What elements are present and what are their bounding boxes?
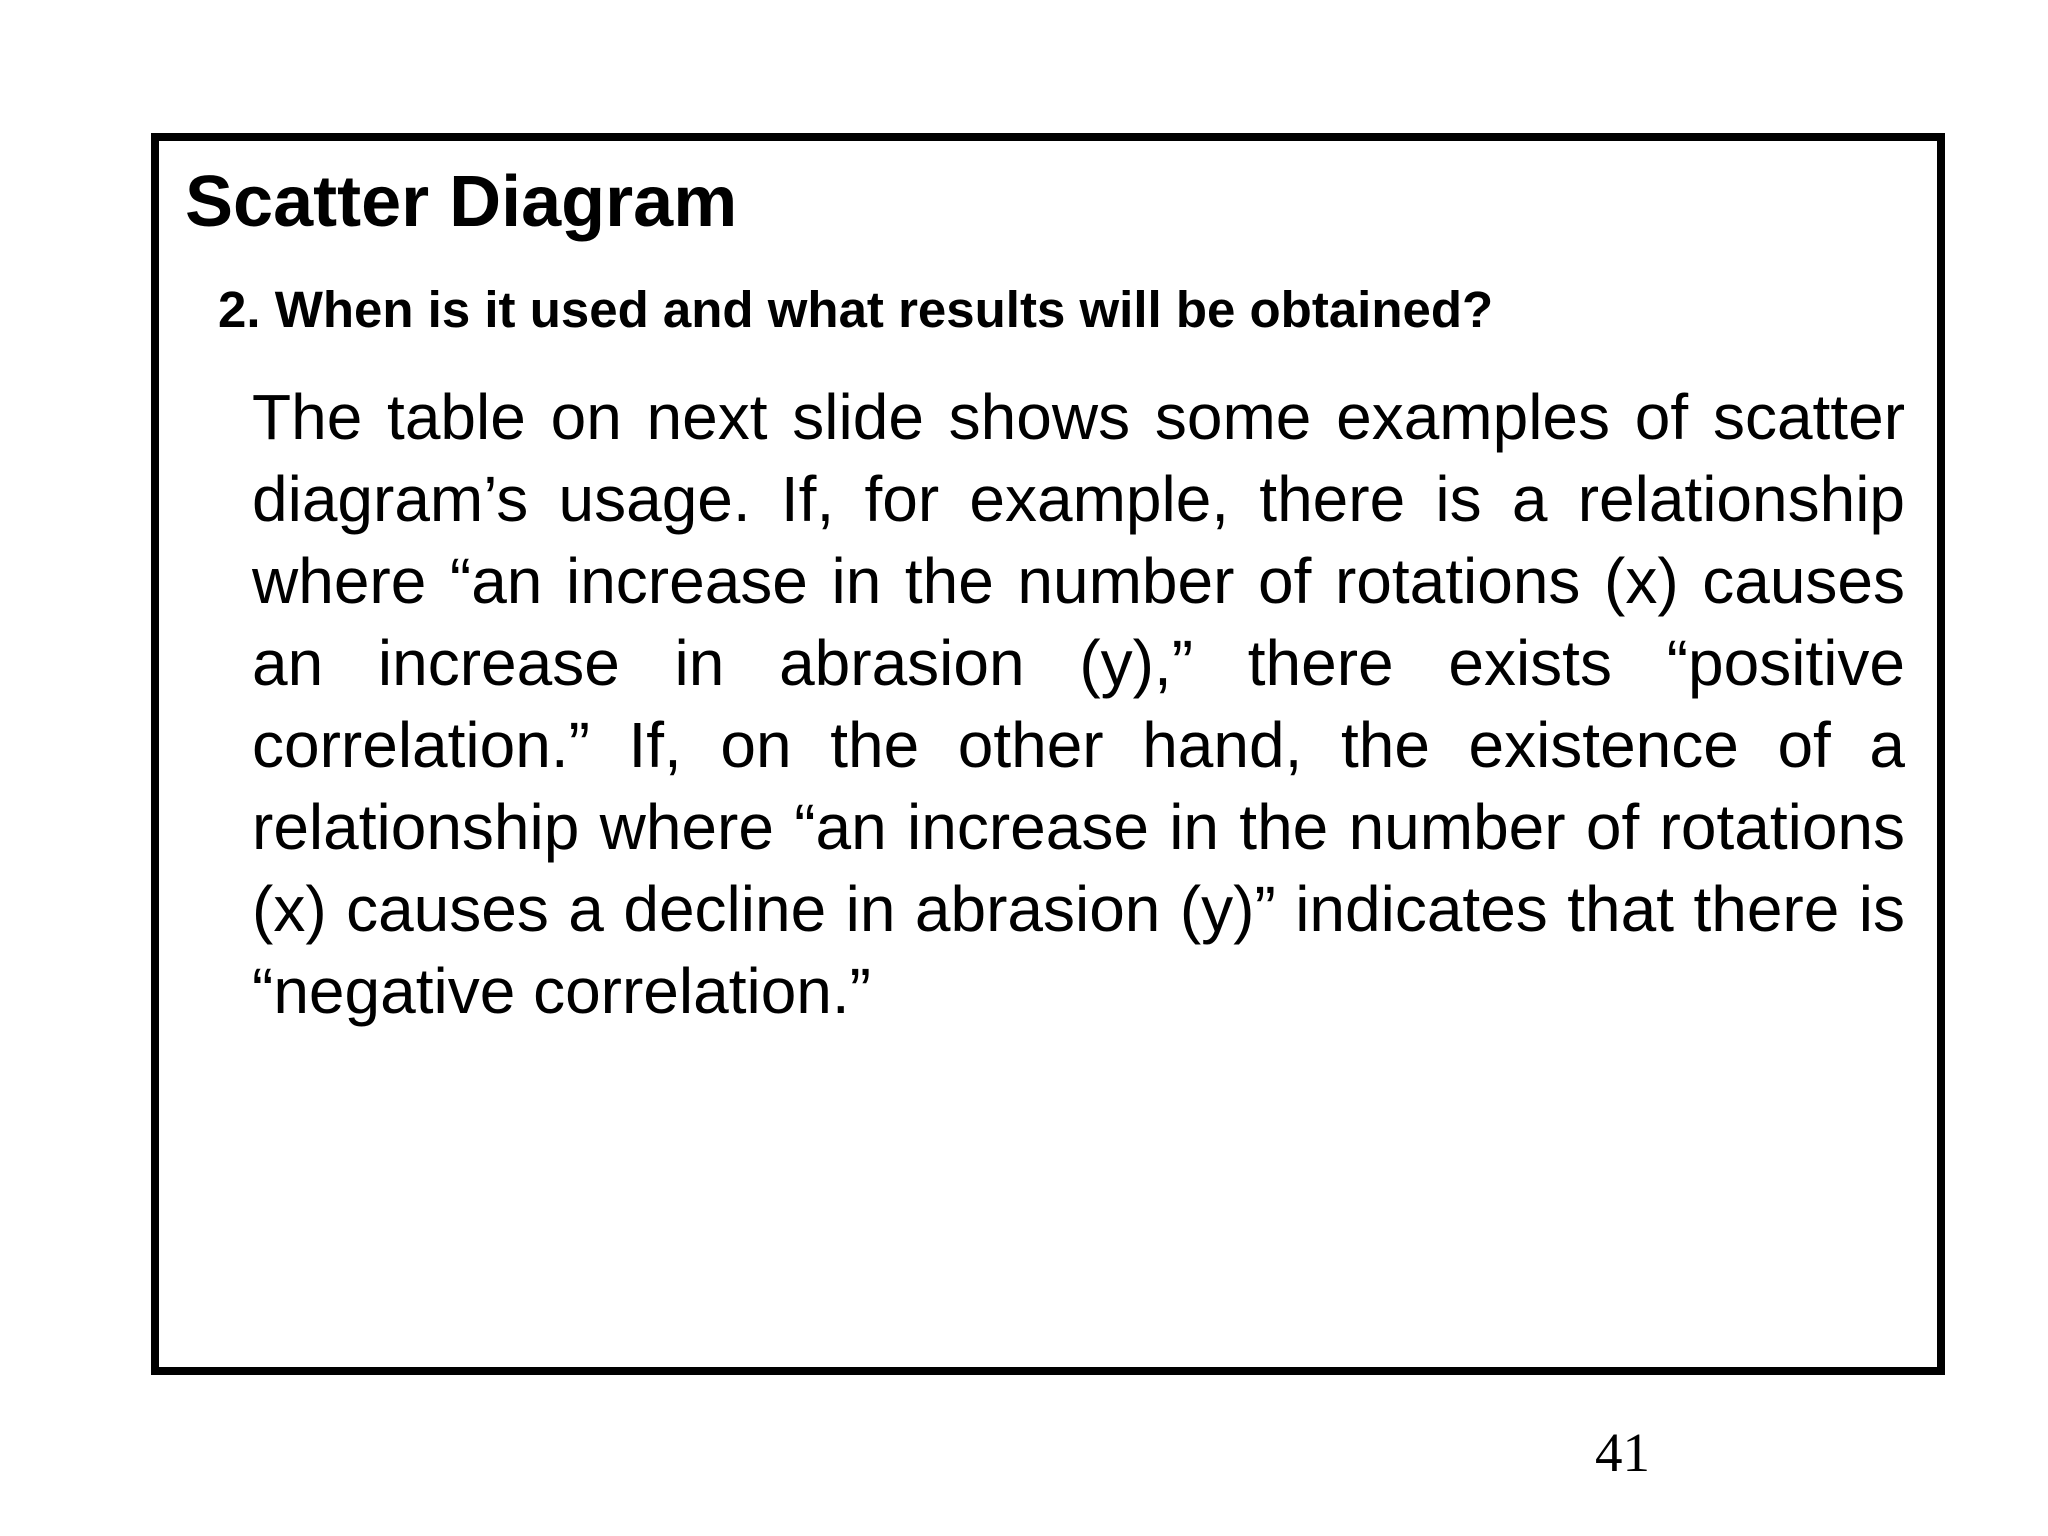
slide-frame — [151, 133, 1945, 1375]
slide-title: Scatter Diagram — [185, 162, 738, 242]
slide-body-text: The table on next slide shows some examples of scatter diagram’s usage. If, for example, there is a relationship where “an increase in the number of rotations (x) causes an increase in abrasion (y),” there exists “positive correlation.” If, on the other hand, the existence of a relationship where “an increase in the number of rotations (x) causes a decline in abrasion (y)” indicates that there is “negative correlation.” — [252, 381, 1905, 1027]
slide-subtitle: 2. When is it used and what results will be obtained? — [218, 281, 1494, 338]
page-number: 41 — [1595, 1422, 1650, 1483]
